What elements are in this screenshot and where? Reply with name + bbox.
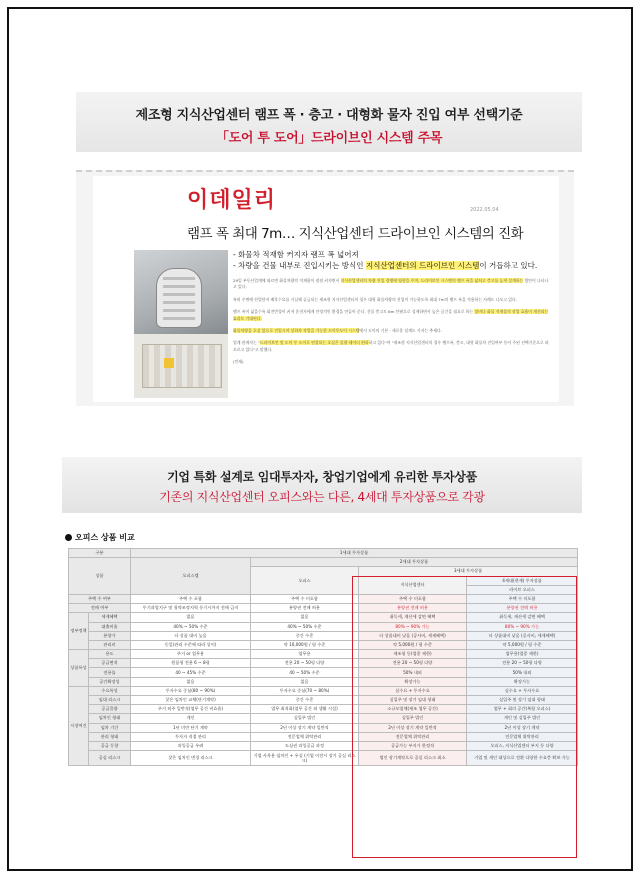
para5-post: 하고 있다"며 "제조형 지식산업센터의 경우 램프폭, 층고, 대형 화물차 진입여부 등이 주된 선택기준으로 떠오르고 있다"고 말했다. — [233, 340, 549, 352]
cell-kic: 소규모업체(제조 업무 공간) — [359, 705, 467, 714]
cell-officetel: 40% ~ 50% 수준 — [131, 622, 251, 631]
cell-office: 없음 — [251, 677, 359, 686]
cell-live-office: 전용 20 ~ 50평 다양 — [467, 659, 578, 668]
cell-live-office: 80% ~ 90% 가능 — [467, 622, 578, 631]
cell-live-office: 2년 이상 장기 계약 — [467, 723, 578, 732]
row-label: 전매 여부 — [69, 604, 131, 613]
header-gen2: 2세대 투자상품 — [251, 558, 578, 567]
table-row — [69, 723, 578, 732]
cell-office: 40% ~ 50% 수준 — [251, 622, 359, 631]
row-label: 공간확장성 — [89, 677, 131, 686]
table-row — [69, 659, 578, 668]
cell-office: 2년 이상 장기 계약 일반적 — [251, 723, 359, 732]
para3-highlight: 장비나 화물 적재물의 작업 효율이 개선되는 효과도 기대된다. — [233, 309, 549, 321]
news-bullet-2-pre: - 차량을 건물 내부로 진입시키는 방식인 — [233, 260, 366, 270]
section2-banner — [62, 457, 582, 513]
table-row — [69, 640, 578, 649]
cell-office: 업무 최적화(업무 공간 외 생활 시설) — [251, 705, 359, 714]
row-group: 시장여건 — [69, 686, 89, 765]
cell-officetel: 주거 외주 일반적(업무 공간 비효율) — [131, 705, 251, 714]
cell-office: 전용 20 ~ 50평 다양 — [251, 659, 359, 668]
table-row — [69, 732, 578, 741]
para4-highlight: 화물차량을 호실 앞으로 진입시켜 상하차 작업을 가능한 도어투도어 시스템 — [233, 327, 360, 333]
cell-office: 업무용 — [251, 650, 359, 659]
news-source: (인제) — [233, 359, 244, 365]
cell-officetel: 투자자 직접 관리 — [131, 732, 251, 741]
cell-kic: 제조형 등(업종 제한) — [359, 650, 467, 659]
cell-kic: 실입주 및 장기 임대 형태 — [359, 696, 467, 705]
header-gen4-sub: 라이브 오피스 — [467, 585, 578, 594]
cell-officetel: 1년 미만 단기 계약 — [131, 723, 251, 732]
table-row — [69, 631, 578, 640]
cell-live-office: 취득세, 재산세 감면 혜택 — [467, 613, 578, 622]
cell-kic: 타 상품대비 낮음 (공사비, 세제혜택) — [359, 631, 467, 640]
section2-title: 기업 특화 설계로 임대투자자, 창업기업에게 유리한 투자상품 — [167, 470, 477, 484]
table-row — [69, 686, 578, 695]
header-product: 상품 — [69, 558, 131, 595]
table-row — [69, 613, 578, 622]
news-paragraph-1 — [233, 278, 551, 291]
cell-kic: 실입주 법인 — [359, 714, 467, 723]
para4-post: 에서 도어의 기본 · 새로운 설계도 가지는 추세다. — [359, 327, 442, 333]
news-paragraph-4 — [233, 328, 551, 334]
cell-kic: 실수요 + 투자수요 — [359, 686, 467, 695]
cell-office: 전문업체 위탁관리 — [251, 732, 359, 741]
cell-kic: 전용 20 ~ 50평 다양 — [359, 659, 467, 668]
row-label: 대출비율 — [89, 622, 131, 631]
comparison-table — [68, 548, 577, 766]
news-bullet-2-highlight: 지식산업센터의 드라이브인 시스템 — [365, 260, 480, 270]
cell-live-office: 기업 및 개인 대상으로 전환 다양한 수요층 확보 가능 — [467, 751, 578, 766]
cell-kic: 2년 이상 장기 계약 일반적 — [359, 723, 467, 732]
table-row — [69, 668, 578, 677]
table-row — [69, 696, 578, 705]
cell-officetel: 투기과열지구 및 청약조정지역 등기시까지 전매 금지 — [131, 604, 251, 613]
para5-highlight: 드라이브인 및 도어 투 도어로 연결되는 호실은 물량 테이더 편리 — [259, 340, 369, 346]
row-label: 공급물량 — [89, 705, 131, 714]
floor-plan-illustration — [134, 334, 228, 398]
news-bullet-1: - 화물차 적재함 커지자 램프 폭 넓어져 — [233, 250, 359, 259]
cell-kic: 분양권 전매 허용 — [359, 604, 467, 613]
cell-office: 기업 사옥용 임차인 + 우실 (기업 이전시 장기 공실 리스크) — [251, 751, 359, 766]
section2-subtitle: 기존의 지식산업센터 오피스와는 다른, 4세대 투자상품으로 각광 — [159, 490, 485, 504]
cell-officetel: 투자수요 중심(80 ~ 90%) — [131, 686, 251, 695]
row-group: 정부정책 — [69, 613, 89, 650]
cell-live-office: 50% 내외 — [467, 668, 578, 677]
row-label: 임차인 형태 — [89, 714, 131, 723]
cell-officetel: 40 ~ 45% 수준 — [131, 668, 251, 677]
news-text — [233, 250, 551, 366]
cell-officetel: 없음 — [131, 613, 251, 622]
para5-pre: 업계 관계자는 " — [233, 340, 260, 346]
cell-office: 실입주 법인 — [251, 714, 359, 723]
para1-pre: 29일 부동산업계에 따르면 화물차량의 적재함이 점점 커지면서 — [233, 277, 341, 283]
row-label: 용도 — [89, 650, 131, 659]
row-label: 관리비 — [89, 640, 131, 649]
header-kic: 지식산업센터 — [359, 576, 467, 594]
news-bullet-2 — [233, 261, 551, 272]
cell-office: 40 ~ 50% 수준 — [251, 668, 359, 677]
news-bullet-2-post: 이 거듭하고 있다. — [479, 260, 538, 270]
cell-kic: 80% ~ 90% 가능 — [359, 622, 467, 631]
header-gen4: 4세대(현재) 투자상품 — [467, 576, 578, 585]
row-label: 관리 형태 — [89, 732, 131, 741]
truck-marker — [164, 358, 174, 368]
table-row — [69, 650, 578, 659]
cell-live-office: 실수요 + 투자수요 — [467, 686, 578, 695]
row-label: 전용률 — [89, 668, 131, 677]
cell-office: 주택 수 미포함 — [251, 594, 359, 603]
header-officetel: 오피스텔 — [131, 558, 251, 595]
table-row — [69, 741, 578, 750]
cell-officetel: 잦은 임차인 교체(단기계약) — [131, 696, 251, 705]
section1-subtitle: 「도어 투 도어」드라이브인 시스템 주목 — [215, 131, 443, 146]
row-label: 공급면적 — [89, 659, 131, 668]
table-row — [69, 714, 578, 723]
cell-kic: 50% 내외 — [359, 668, 467, 677]
cell-live-office: 업무 + 회의 공간(복합 오피스) — [467, 705, 578, 714]
cell-live-office: 타 상품대비 낮음 (공사비, 세제혜택) — [467, 631, 578, 640]
building-illustration — [156, 268, 202, 328]
cell-officetel: 타 상품 대비 높음 — [131, 631, 251, 640]
news-paragraph-2: 특히 주변에 산업단지 배후수요를 거닐해 공급되는 제조형 지식산업센터의 경우 대형 화물차량의 진입이 가능하도록 최대 7m의 램프 폭을 적용하는 사례도 나오고 있다. — [233, 296, 518, 302]
cell-kic: 취득세, 재산세 감면 혜택 — [359, 613, 467, 622]
row-label: 공실 리스크 — [89, 751, 131, 766]
table-row — [69, 622, 578, 631]
cell-live-office: 약 5,000원 / 평 수준 — [467, 640, 578, 649]
table-title-text: 오피스 상품 비교 — [75, 533, 135, 542]
cell-kic: 공급가능 부지가 한정적 — [359, 741, 467, 750]
cell-kic: 확장가능 — [359, 677, 467, 686]
row-label: 임차 기간 — [89, 723, 131, 732]
cell-live-office: 업무용(업종 제한) — [467, 650, 578, 659]
row-label: 주택 수 여부 — [69, 594, 131, 603]
header-office: 오피스 — [251, 567, 359, 595]
cell-office: 분양권 전매 허용 — [251, 604, 359, 613]
row-group: 상품특성 — [69, 650, 89, 687]
cell-officetel: 잦은 임차인 변경 리스크 — [131, 751, 251, 766]
news-paragraph-5 — [233, 340, 551, 353]
cell-office: 도심권 과잉공급 과정 — [251, 741, 359, 750]
table-row — [69, 751, 578, 766]
cell-officetel: 주택 수 포함 — [131, 594, 251, 603]
row-label: 수요특성 — [89, 686, 131, 695]
cell-live-office: 오피스, 지식산업센터 부지 등 다양 — [467, 741, 578, 750]
cell-live-office: 확장가능 — [467, 677, 578, 686]
bullet-icon — [65, 534, 72, 541]
cell-officetel: 개인 — [131, 714, 251, 723]
table-row — [69, 705, 578, 714]
cell-kic: 주택 수 미포함 — [359, 594, 467, 603]
cell-kic: 법인 장기계약으로 공실 리스크 최소 — [359, 751, 467, 766]
cell-office: 중간 수준 — [251, 696, 359, 705]
cell-office: 중간 수준 — [251, 631, 359, 640]
para1-post: 방안이 나타나고 있다. — [233, 277, 549, 290]
news-date: 2022.05.04 — [470, 207, 499, 213]
cell-office: 약 10,000원 / 평 수준 — [251, 640, 359, 649]
cell-live-office: 개인 및 실입주 법인 — [467, 714, 578, 723]
news-headline: 램프 폭 최대 7m… 지식산업센터 드라이브인 시스템의 진화 — [187, 226, 524, 242]
table-title — [65, 532, 135, 543]
cell-live-office: 실입주 및 장기 임대 형태 — [467, 696, 578, 705]
cell-live-office: 주택 수 미포함 — [467, 594, 578, 603]
news-paragraph-3 — [233, 309, 551, 322]
row-label: 세제혜택 — [89, 613, 131, 622]
cell-office: 투자수요 중심(70 ~ 80%) — [251, 686, 359, 695]
cell-officetel: 과잉공급 우려 — [131, 741, 251, 750]
section1-banner — [76, 92, 582, 152]
cell-officetel: 주거 or 업무용 — [131, 650, 251, 659]
cell-officetel: 원룸형 전용 6 ~ 8평 — [131, 659, 251, 668]
table-row — [69, 677, 578, 686]
row-label: 공급 동향 — [89, 741, 131, 750]
section1-title: 제조형 지식산업센터 램프 폭 · 층고 · 대형화 물자 진입 여부 선택기준 — [135, 108, 523, 123]
cell-office: 없음 — [251, 613, 359, 622]
para1-highlight: 지식산업센터의 차량 진입 경쟁에 영향을 주며, 드라이브인 시스템의 램프 폭을 넓히고 층고를 높게 설계하는 — [340, 277, 524, 283]
cell-kic: 약 5,000원 / 평 수준 — [359, 640, 467, 649]
para3-text: 램프 폭이 넓을수록 회전반경이 커져 운전자에게 안정적인 환경을 만들어 준다. 건물 층고도 6m 안팎으로 설계하면서 높은 공간을 필요로 하는 — [233, 309, 474, 315]
cell-officetel: 없음 — [131, 677, 251, 686]
row-label: 임대 리스크 — [89, 696, 131, 705]
header-gen1: 1세대 투자상품 — [131, 549, 578, 558]
cell-live-office: 전문업체 위탁관리 — [467, 732, 578, 741]
header-gen3: 3세대 투자상품 — [359, 567, 578, 576]
cell-kic: 전문업체 위탁관리 — [359, 732, 467, 741]
cell-officetel: 동일(관리 수준에 따라 상이) — [131, 640, 251, 649]
table-row — [69, 594, 578, 603]
row-label: 분양가 — [89, 631, 131, 640]
news-logo: 이데일리 — [187, 188, 277, 213]
header-gubun: 구분 — [69, 549, 131, 558]
building-photo — [134, 250, 228, 398]
table-row — [69, 604, 578, 613]
cell-live-office: 분양권 전매 허용 — [467, 604, 578, 613]
